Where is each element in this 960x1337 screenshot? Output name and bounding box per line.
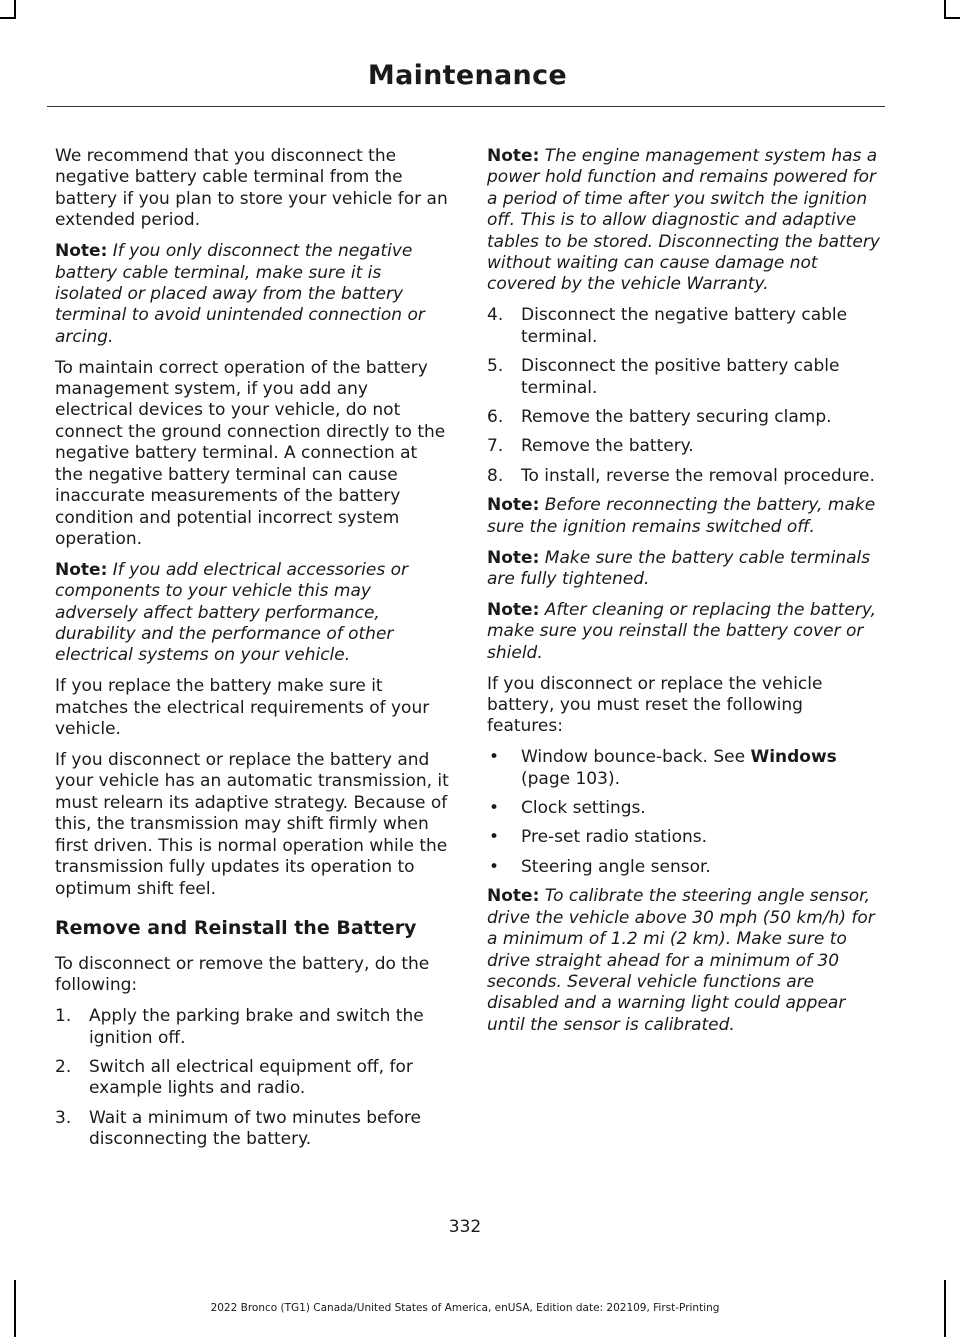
list-item-step-6 bbox=[487, 407, 881, 428]
note-label: Note: bbox=[487, 547, 540, 568]
paragraph-disconnect-intro: To disconnect or remove the battery, do the following: bbox=[55, 953, 430, 996]
note-disconnect-negative bbox=[55, 241, 450, 348]
list-item-step-7 bbox=[487, 436, 881, 457]
step-number: 2. bbox=[55, 1057, 72, 1078]
step-number: 8. bbox=[487, 465, 504, 486]
list-item-step-1 bbox=[55, 1006, 450, 1049]
bullet-text: Clock settings. bbox=[521, 798, 646, 819]
note-reinstall-cover bbox=[487, 600, 881, 664]
bullet-text: Pre-set radio stations. bbox=[521, 827, 708, 848]
page-number: 332 bbox=[448, 1217, 482, 1237]
note-electrical-accessories bbox=[55, 560, 450, 667]
note-label: Note: bbox=[55, 559, 108, 580]
bullet-marker: • bbox=[489, 827, 500, 848]
crop-mark-top-left bbox=[14, 0, 16, 18]
step-number: 1. bbox=[55, 1006, 72, 1027]
step-text: Disconnect the negative battery cable terminal. bbox=[521, 305, 848, 347]
crop-mark-bottom-right bbox=[944, 1280, 946, 1337]
right-column bbox=[487, 146, 881, 1046]
note-text: Before reconnecting the battery, make sure the ignition remains switched off. bbox=[487, 495, 876, 537]
note-label: Note: bbox=[487, 495, 540, 516]
note-text: To calibrate the steering angle sensor, drive the vehicle above 30 mph (50 km/h) for a minimum of 1.2 mi (2 km). Make sure to drive straight ahead for a minimum of 30 seconds. Several vehicle functions are disabled and a warning light could appear until the sensor is calibrated. bbox=[487, 886, 875, 1035]
step-text: Switch all electrical equipment off, for example lights and radio. bbox=[89, 1057, 413, 1099]
crop-mark-top-right-h bbox=[944, 17, 960, 19]
note-text: If you add electrical accessories or components to your vehicle this may adversely affect battery performance, durability and the performance of other electrical systems on your vehicle. bbox=[55, 559, 408, 666]
page-title: Maintenance bbox=[367, 60, 567, 91]
crop-mark-top-left-h bbox=[0, 17, 16, 19]
note-label: Note: bbox=[487, 886, 540, 907]
left-column bbox=[55, 146, 450, 1159]
step-text: To install, reverse the removal procedure. bbox=[521, 465, 875, 486]
step-number: 3. bbox=[55, 1107, 72, 1128]
note-power-hold bbox=[487, 146, 881, 296]
bullet-text: Window bounce-back. See bbox=[521, 747, 751, 768]
step-number: 4. bbox=[487, 305, 504, 326]
header-divider bbox=[47, 106, 885, 107]
step-text: Apply the parking brake and switch the ignition off. bbox=[89, 1006, 424, 1048]
list-item-step-5 bbox=[487, 356, 881, 399]
note-label: Note: bbox=[487, 599, 540, 620]
list-item-window-bounce-back bbox=[487, 747, 881, 790]
step-number: 7. bbox=[487, 436, 504, 457]
step-text: Remove the battery securing clamp. bbox=[521, 406, 832, 427]
paragraph-transmission-relearn: If you disconnect or replace the battery and your vehicle has an automatic transmission, it must relearn its adaptive strategy. Because of this, the transmission may shift firmly when first driven. This is normal operation while the transmission fully updates its operation to optimum shift feel. bbox=[55, 750, 449, 899]
paragraph-reset-features: If you disconnect or replace the vehicle battery, you must reset the following features: bbox=[487, 673, 823, 737]
step-number: 5. bbox=[487, 356, 504, 377]
note-reconnect-ignition bbox=[487, 495, 881, 538]
list-item-step-3 bbox=[55, 1108, 450, 1151]
bullet-text-page-ref: (page 103). bbox=[521, 768, 620, 789]
section-heading-remove-reinstall: Remove and Reinstall the Battery bbox=[55, 916, 417, 939]
note-calibrate-steering bbox=[487, 886, 881, 1036]
step-number: 6. bbox=[487, 406, 504, 427]
crop-mark-top-right bbox=[944, 0, 946, 18]
list-item-steering-angle bbox=[487, 857, 881, 878]
list-item-step-8 bbox=[487, 466, 881, 487]
windows-link[interactable]: Windows bbox=[750, 747, 837, 768]
note-label: Note: bbox=[55, 241, 108, 262]
bullet-marker: • bbox=[489, 747, 500, 768]
note-terminals-tightened bbox=[487, 548, 881, 591]
list-item-radio-stations bbox=[487, 827, 881, 848]
paragraph-battery-management: To maintain correct operation of the battery management system, if you add any electrical devices to your vehicle, do not connect the ground connection directly to the negative battery terminal. A connection at the negative battery terminal can cause inaccurate measurements of the battery condition and potential incorrect system operation. bbox=[55, 357, 446, 549]
step-text: Disconnect the positive battery cable terminal. bbox=[521, 356, 840, 398]
list-item-step-4 bbox=[487, 305, 881, 348]
paragraph-replace-battery: If you replace the battery make sure it matches the electrical requirements of your vehicle. bbox=[55, 676, 430, 740]
footer-edition-info: 2022 Bronco (TG1) Canada/United States of America, enUSA, Edition date: 202109, First-Printing bbox=[210, 1302, 720, 1314]
list-item-clock-settings bbox=[487, 798, 881, 819]
step-text: Wait a minimum of two minutes before disconnecting the battery. bbox=[89, 1107, 421, 1150]
paragraph-store-vehicle: We recommend that you disconnect the negative battery cable terminal from the battery if you plan to store your vehicle for an extended period. bbox=[55, 146, 448, 231]
bullet-marker: • bbox=[489, 798, 500, 819]
list-item-step-2 bbox=[55, 1057, 450, 1100]
bullet-text: Steering angle sensor. bbox=[521, 856, 711, 877]
note-text: Make sure the battery cable terminals are fully tightened. bbox=[487, 547, 871, 589]
bullet-marker: • bbox=[489, 856, 500, 877]
note-text: After cleaning or replacing the battery, make sure you reinstall the battery cover or shield. bbox=[487, 599, 876, 663]
note-text: The engine management system has a power hold function and remains powered for a period of time after you switch the ignition off. This is to allow diagnostic and adaptive tables to be stored. Disconnecting the battery without waiting can cause damage not covered by the vehicle Warranty. bbox=[487, 146, 880, 295]
note-label: Note: bbox=[487, 146, 540, 166]
note-text: If you only disconnect the negative battery cable terminal, make sure it is isolated or placed away from the battery terminal to avoid unintended connection or arcing. bbox=[55, 241, 425, 347]
step-text: Remove the battery. bbox=[521, 436, 694, 457]
